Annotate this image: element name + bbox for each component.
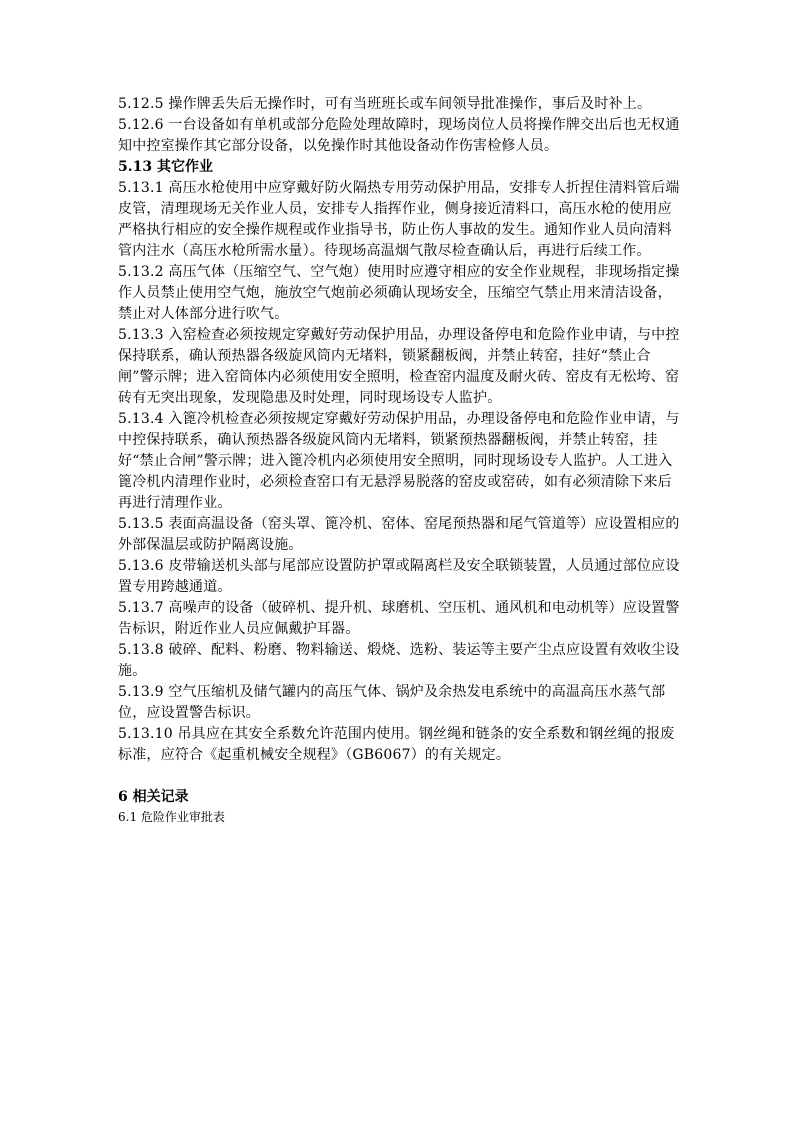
clause-5-13-10: 5.13.10 吊具应在其安全系数允许范围内使用。钢丝绳和链条的安全系数和钢丝绳的报废标准，应符合《起重机械安全规程》（GB6067）的有关规定。 [118,726,675,763]
clause-5-13-3: 5.13.3 入窑检查必须按规定穿戴好劳动保护用品，办理设备停电和危险作业申请，与中控保持联系，确认预热器各级旋风筒内无堵料，锁紧翻板阀，并禁止转窑，挂好“禁止合闸”警示牌；进入窑筒体内必须使用安全照明，检查窑内温度及耐火砖、窑皮有无松垮、窑砖有无突出现象，发现隐患及时处理，同时现场设专人监护。 [118,327,680,406]
clause-5-13-6: 5.13.6 皮带输送机头部与尾部应设置防护罩或隔离栏及安全联锁装置，人员通过部位应设置专用跨越通道。 [118,558,680,595]
section-6-heading: 6 相关记录 [118,789,189,805]
clause-5-13-8: 5.13.8 破碎、配料、粉磨、物料输送、煅烧、选粉、装运等主要产尘点应设置有效收尘设施。 [118,642,680,679]
record-6-1: 6.1 危险作业审批表 [118,810,225,824]
section-5-13-heading: 5.13 其它作业 [118,159,213,175]
clause-5-13-5: 5.13.5 表面高温设备（窑头罩、篦冷机、窑体、窑尾预热器和尾气管道等）应设置相应的外部保温层或防护隔离设施。 [118,516,680,553]
clause-5-13-4: 5.13.4 入篦冷机检查必须按规定穿戴好劳动保护用品，办理设备停电和危险作业申请，与中控保持联系，确认预热器各级旋风筒内无堵料，锁紧预热器翻板阀，并禁止转窑，挂好“禁止合闸”警示牌；进入篦冷机内必须使用安全照明，同时现场设专人监护。人工进入篦冷机内清理作业时，必须检查窑口有无悬浮易脱落的窑皮或窑砖，如有必须清除下来后再进行清理作业。 [118,411,680,511]
clause-5-12-6: 5.12.6 一台设备如有单机或部分危险处理故障时，现场岗位人员将操作牌交出后也无权通知中控室操作其它部分设备，以免操作时其他设备动作伤害检修人员。 [118,117,680,154]
clause-5-12-5: 5.12.5 操作牌丢失后无操作时，可有当班班长或车间领导批准操作，事后及时补上。 [118,96,652,112]
document-body [118,94,680,826]
clause-5-13-7: 5.13.7 高噪声的设备（破碎机、提升机、球磨机、空压机、通风机和电动机等）应设置警告标识，附近作业人员应佩戴护耳器。 [118,600,680,637]
clause-5-13-1: 5.13.1 高压水枪使用中应穿戴好防火隔热专用劳动保护用品，安排专人折捏住清料管后端皮管，清理现场无关作业人员，安排专人指挥作业，侧身接近清料口，高压水枪的使用应严格执行相应的安全操作规程或作业指导书，防止伤人事故的发生。通知作业人员向清料管内注水（高压水枪所需水量）。待现场高温烟气散尽检查确认后，再进行后续工作。 [118,180,680,259]
clause-5-13-9: 5.13.9 空气压缩机及储气罐内的高压气体、锅炉及余热发电系统中的高温高压水蒸气部位，应设置警告标识。 [118,684,666,721]
clause-5-13-2: 5.13.2 高压气体（压缩空气、空气炮）使用时应遵守相应的安全作业规程，非现场指定操作人员禁止使用空气炮，施放空气炮前必须确认现场安全，压缩空气禁止用来清洁设备，禁止对人体部分进行吹气。 [118,264,680,322]
